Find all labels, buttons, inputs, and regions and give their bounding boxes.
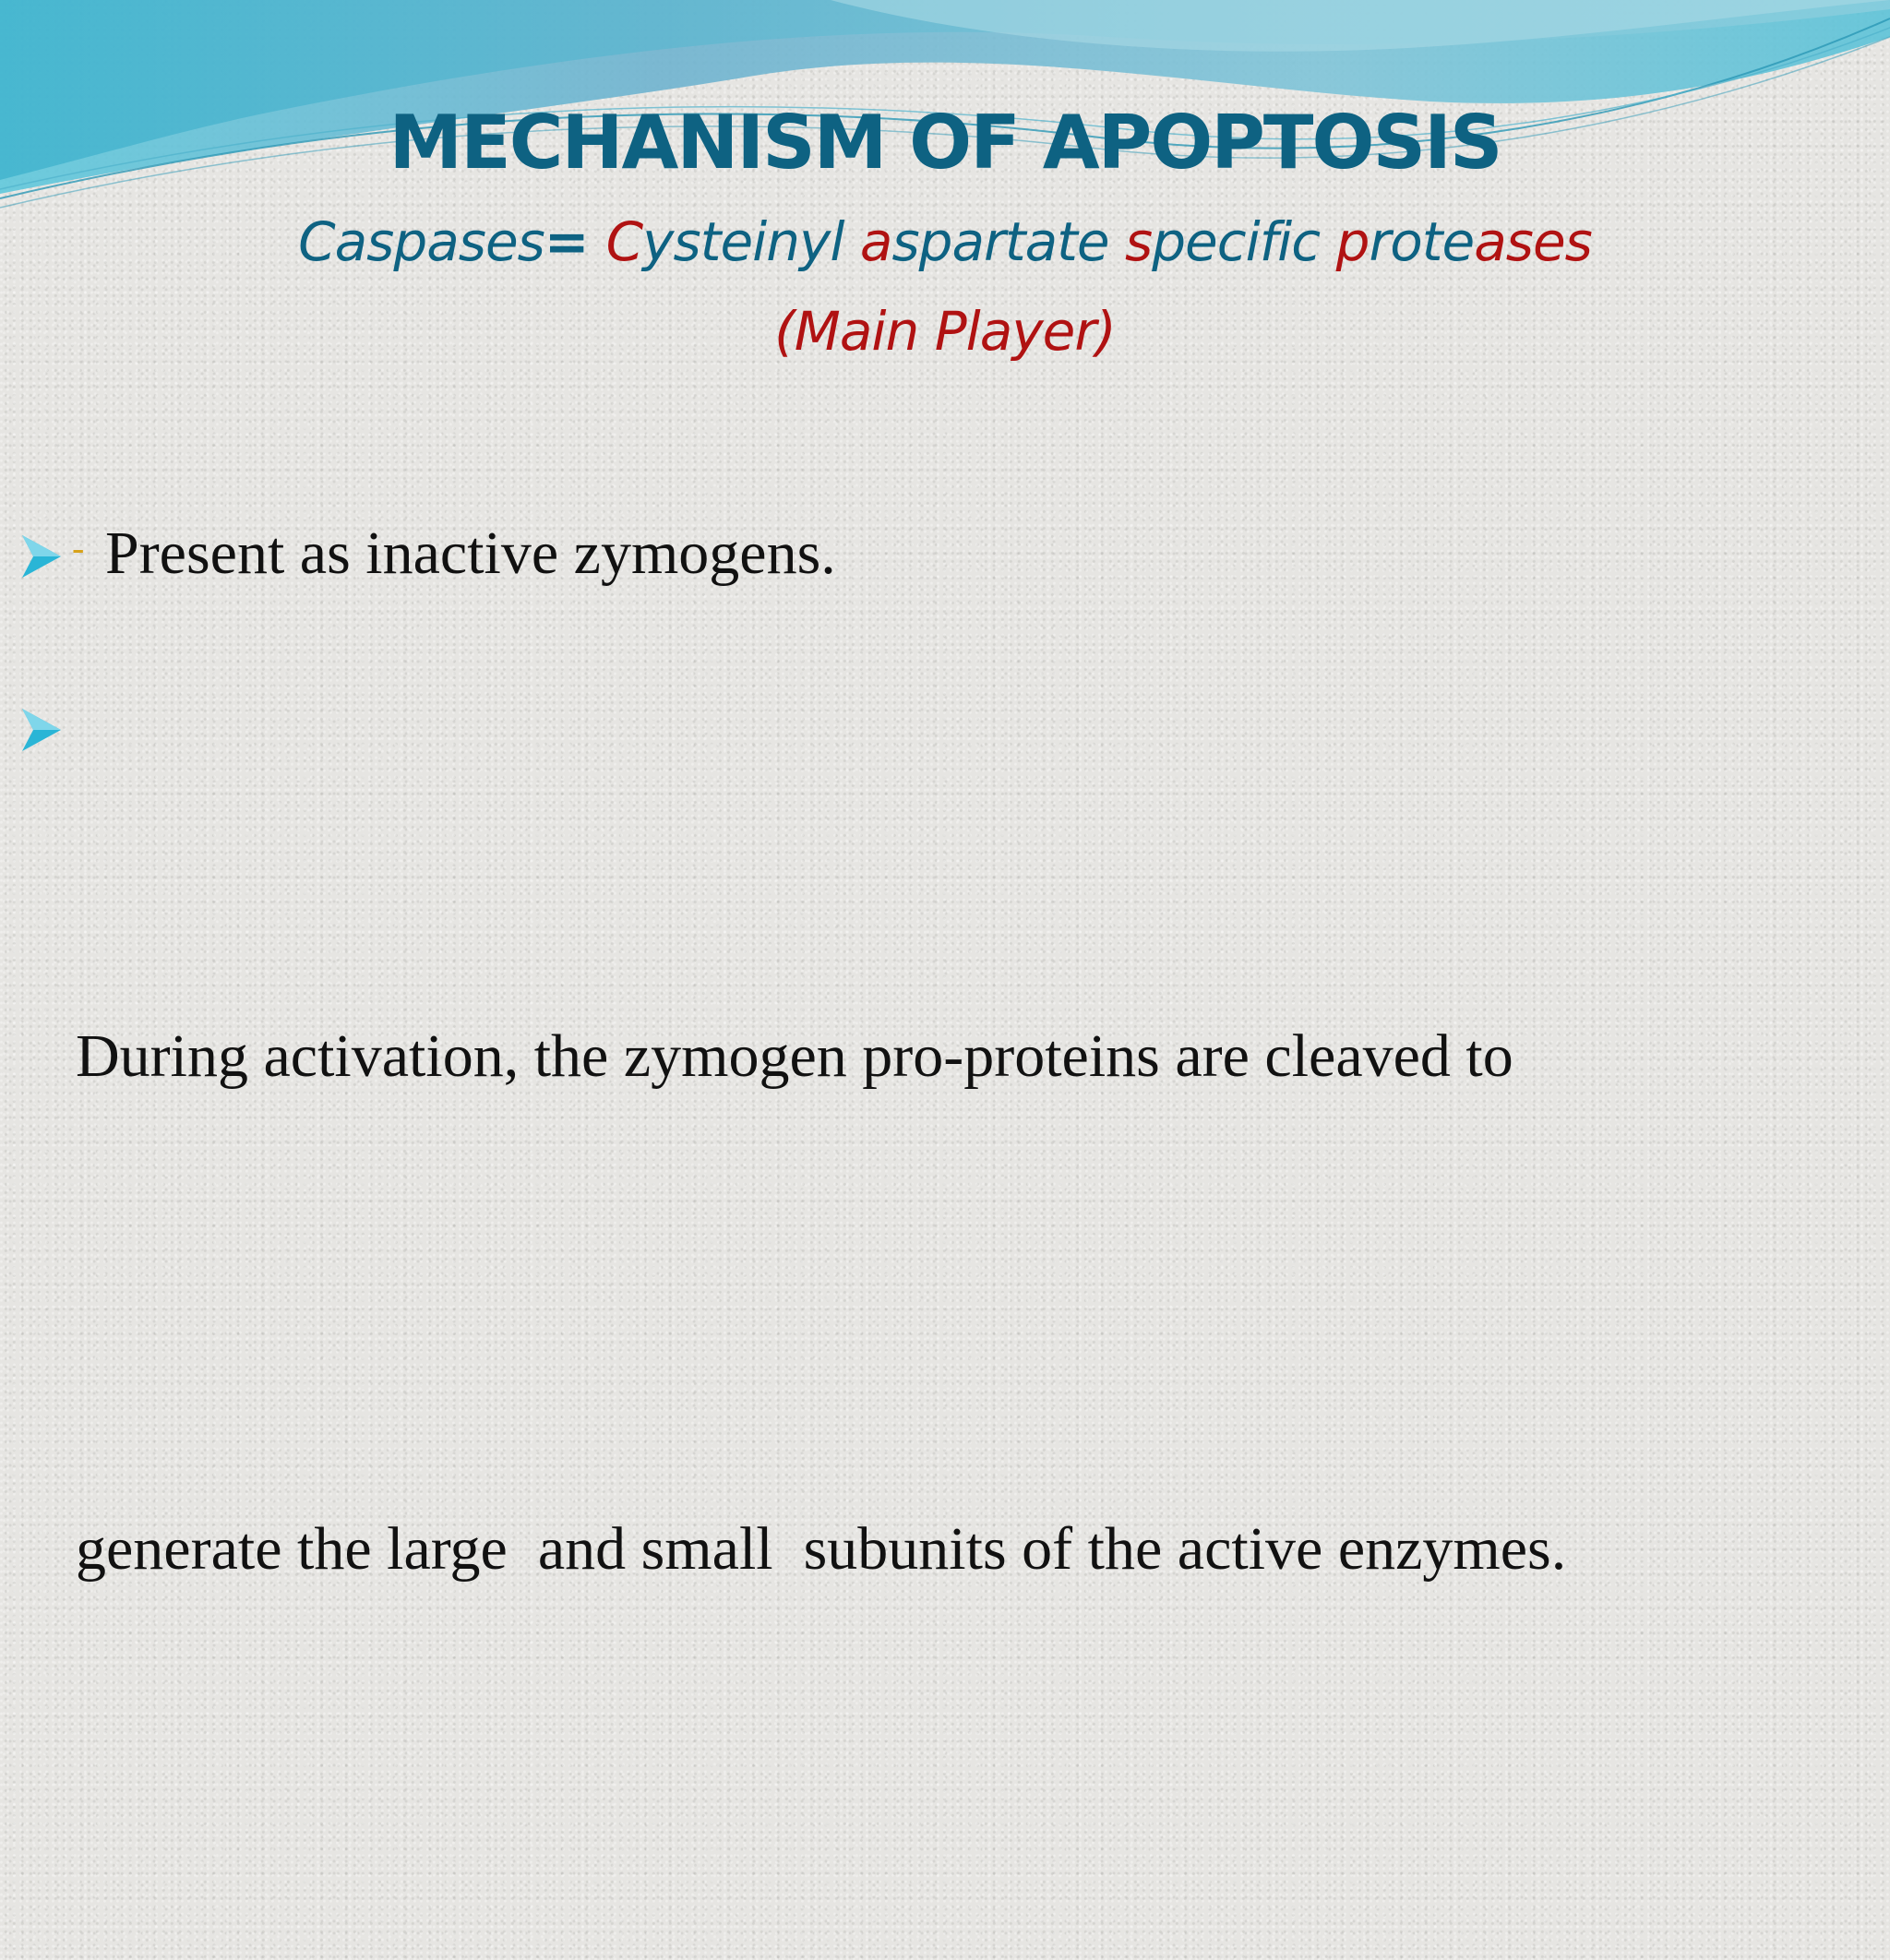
subtitle-part: a bbox=[859, 210, 892, 273]
bullet-item bbox=[20, 685, 1875, 1583]
bullet-text-block bbox=[76, 646, 1566, 1960]
bullet-dash: - bbox=[72, 527, 85, 568]
subtitle-part: rote bbox=[1369, 210, 1475, 273]
subtitle-part: s bbox=[1125, 210, 1153, 273]
subtitle-part: ases bbox=[1474, 210, 1592, 273]
bullet-item bbox=[20, 508, 1875, 600]
bullet-text-line: During activation, the zymogen pro-proteins are cleaved to bbox=[76, 1022, 1513, 1090]
subtitle-part: Caspases bbox=[298, 210, 544, 273]
subtitle-caspases-definition bbox=[0, 210, 1890, 273]
bullet-text: Present as inactive zymogens. bbox=[105, 520, 836, 587]
subtitle-main-player: (Main Player) bbox=[774, 300, 1116, 363]
subtitle-part: = bbox=[544, 210, 606, 273]
subtitle-part: pecific bbox=[1152, 210, 1336, 273]
slide-title: MECHANISM OF APOPTOSIS bbox=[389, 100, 1501, 185]
subtitle-part: ysteinyl bbox=[642, 210, 860, 273]
arrowhead-bullet-icon bbox=[20, 533, 63, 580]
arrowhead-bullet-icon bbox=[20, 707, 63, 753]
subtitle-part: spartate bbox=[891, 210, 1126, 273]
subtitle-part: C bbox=[605, 210, 643, 273]
subtitle-part: p bbox=[1335, 210, 1370, 273]
bullet-list bbox=[20, 508, 1875, 1583]
bullet-text-line: generate the large and small subunits of the active enzymes. bbox=[76, 1515, 1567, 1583]
